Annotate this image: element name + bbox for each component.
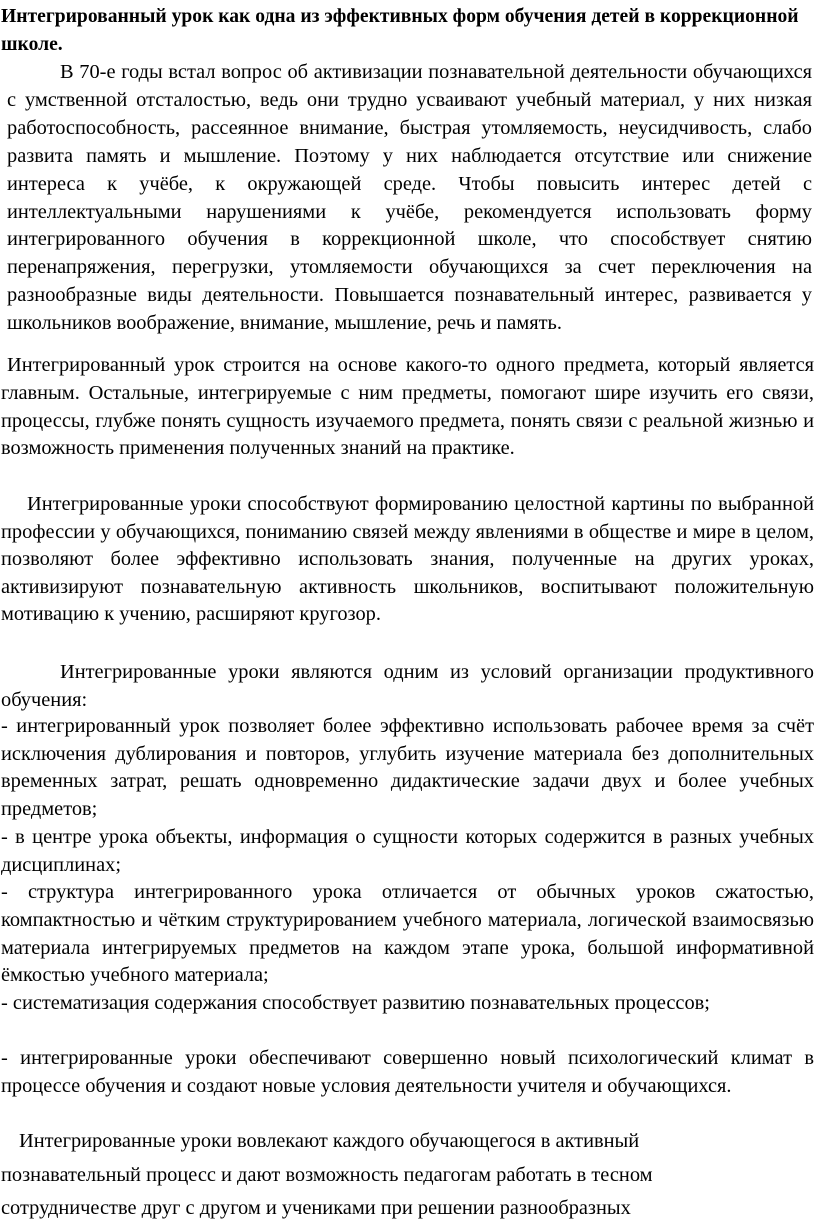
paragraph-closing: Интегрированные уроки вовлекают каждого обучающегося в активный познавательный процесс и дают возможность педагогам работать в тесном сотрудничестве друг с другом и учениками при решении разнообразных xyxy=(1,1130,653,1219)
list-item: - в центре урока объекты, информация о сущности которых содержится в разных учебных дисциплинах; xyxy=(1,826,814,876)
list-item: - интегрированные уроки обеспечивают совершенно новый психологический климат в процессе обучения и создают новые условия деятельности учителя и обучающихся. xyxy=(1,1047,814,1097)
paragraph-intro: В 70-е годы встал вопрос об активизации познавательной деятельности обучающихся с умственной отсталостью, ведь они трудно усваивают учебный материал, у них низкая работоспособность, рассеянное внимание, быстрая утомляемость, неусидчивость, слабо развита память и мышление. Поэтому у них наблюдается отсутствие или снижение интереса к учёбе, к окружающей среде. Чтобы повысить интерес детей с интеллектуальными нарушениями к учёбе, рекомендуется использовать форму интегрированного обучения в коррекционной школе, что способствует снятию перенапряжения, перегрузки, утомляемости обучающихся за счет переключения на разнообразные виды деятельности. Повышается познавательный интерес, развивается у школьников воображение, внимание, мышление, речь и память. xyxy=(7,61,812,335)
paragraph-lesson-benefits: Интегрированные уроки способствуют формированию целостной картины по выбранной профессии у обучающихся, пониманию связей между явлениями в обществе и мире в целом, позволяют более эффективно использовать знания, полученные на других уроках, активизируют познавательную активность школьников, воспитывают положительную мотивацию к учению, расширяют кругозор. xyxy=(1,493,814,625)
page-title: Интегрированный урок как одна из эффективных форм обучения детей в коррекционной школе. xyxy=(1,6,799,55)
paragraph-lesson-structure: Интегрированный урок строится на основе какого-то одного предмета, который является главным. Остальные, интегрируемые с ним предметы, помогают шире изучить его связи, процессы, глубже понять сущность изучаемого предмета, понять связи с реальной жизнью и возможность применения полученных знаний на практике. xyxy=(1,354,814,460)
list-item: - интегрированный урок позволяет более эффективно использовать рабочее время за счёт исключения дублирования и повторов, углубить изучение материала без дополнительных временных затрат, решать одновременно дидактические задачи двух и более учебных предметов; xyxy=(1,715,814,820)
list-item: - структура интегрированного урока отличается от обычных уроков сжатостью, компактностью и чётким структурированием учебного материала, логической взаимосвязью материала интегрируемых предметов на каждом этапе урока, большой информативной ёмкостью учебного материала; xyxy=(1,881,814,987)
paragraph-conditions-lead: Интегрированные уроки являются одним из условий организации продуктивного обучения: xyxy=(1,661,814,711)
list-item: - систематизация содержания способствует развитию познавательных процессов; xyxy=(1,992,710,1014)
